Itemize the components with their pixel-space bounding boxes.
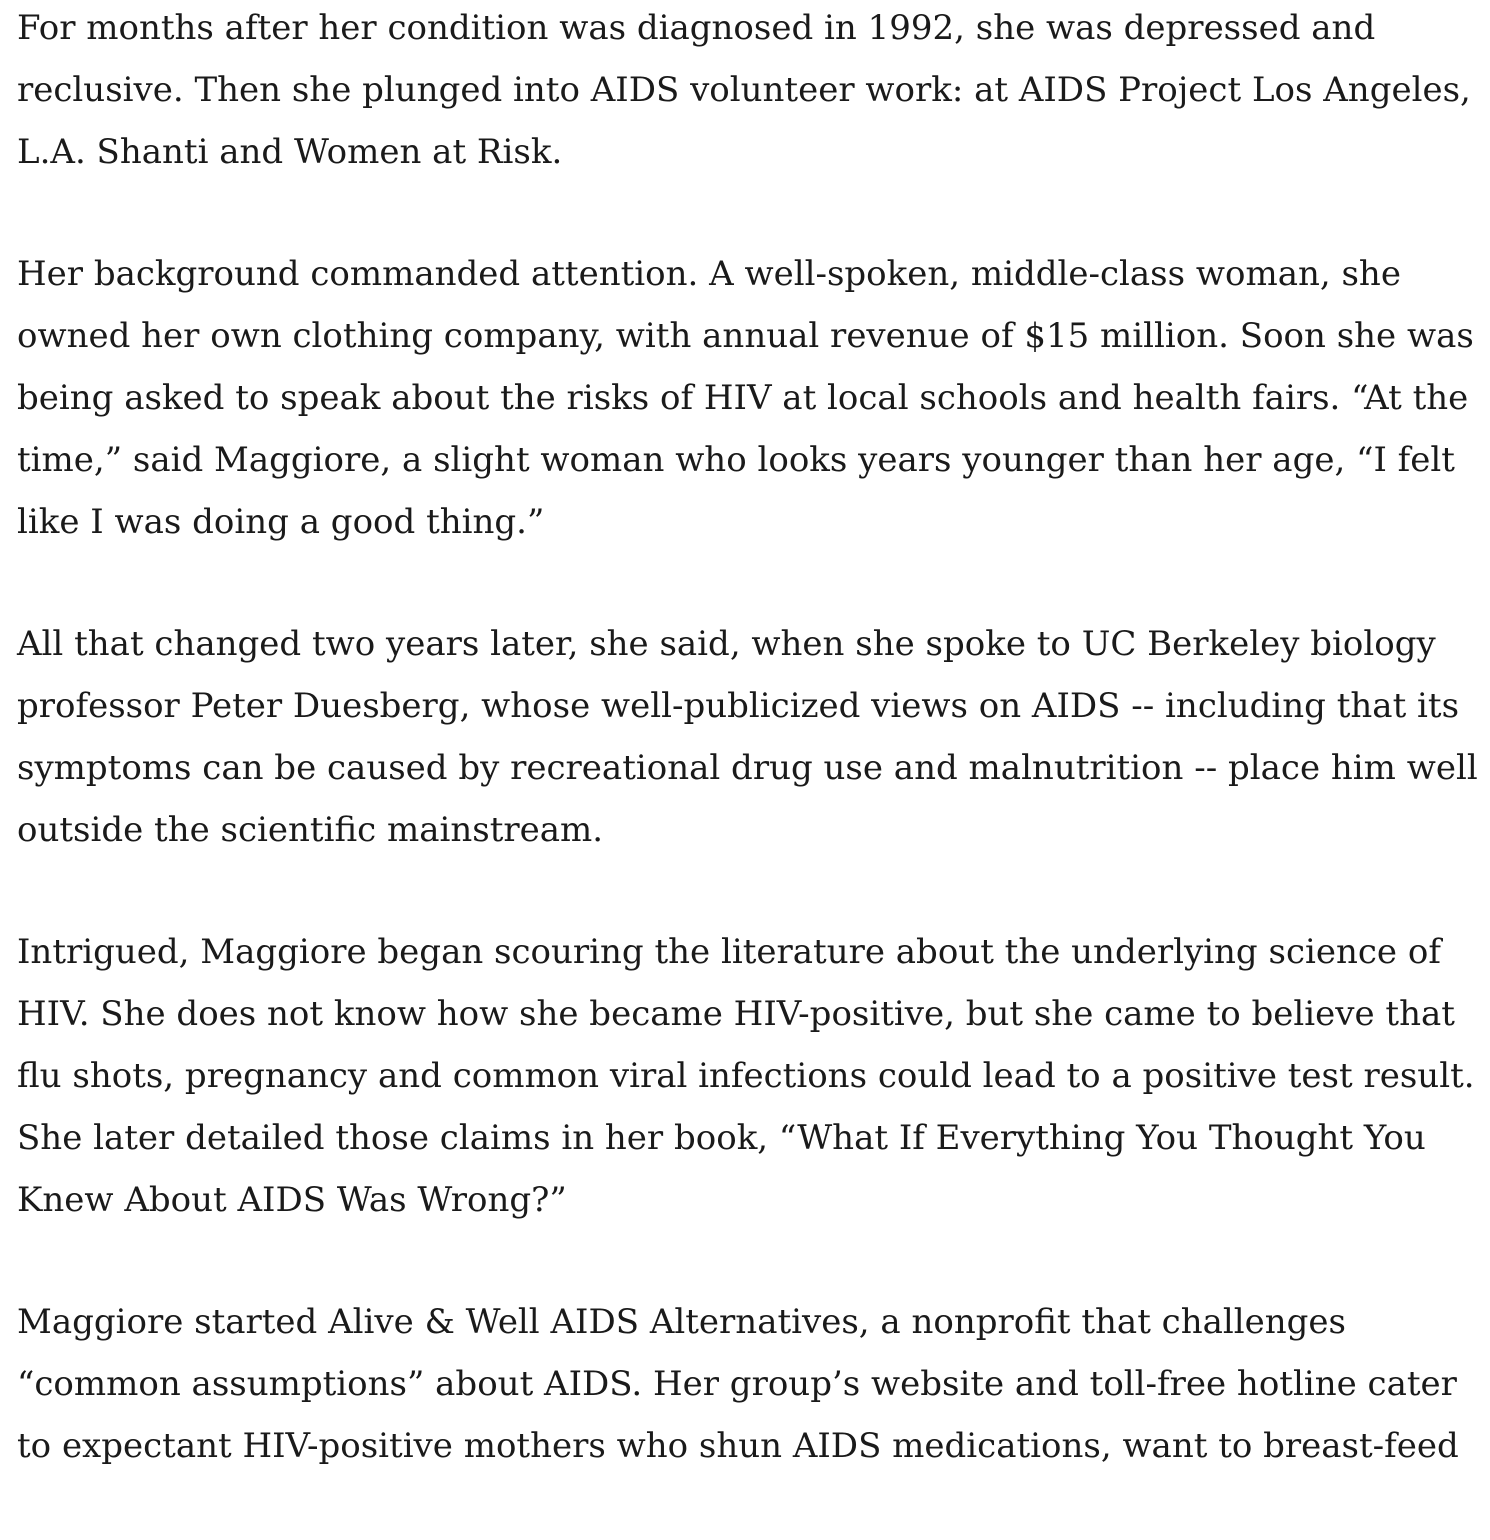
text-line: For months after her condition was diagnosed in 1992, she was depressed and [17, 8, 1376, 48]
paragraph-3 [17, 616, 1478, 864]
text-line: outside the scientific mainstream. [17, 810, 604, 850]
paragraph-4 [17, 924, 1475, 1234]
text-line: professor Peter Duesberg, whose well-publicized views on AIDS -- including that its [17, 686, 1460, 726]
text-line: All that changed two years later, she said, when she spoke to UC Berkeley biology [17, 624, 1436, 664]
text-line: time,” said Maggiore, a slight woman who looks years younger than her age, “I felt [17, 440, 1455, 480]
text-line: flu shots, pregnancy and common viral infections could lead to a positive test result. [17, 1056, 1475, 1096]
paragraph-1 [17, 0, 1471, 186]
text-line: Intrigued, Maggiore began scouring the literature about the underlying science of [17, 932, 1441, 972]
text-line: Knew About AIDS Was Wrong?” [17, 1180, 567, 1220]
text-line: reclusive. Then she plunged into AIDS volunteer work: at AIDS Project Los Angeles, [17, 70, 1471, 110]
text-line: “common assumptions” about AIDS. Her group’s website and toll-free hotline cater [17, 1364, 1457, 1404]
text-line: being asked to speak about the risks of HIV at local schools and health fairs. “At the [17, 378, 1469, 418]
text-line: HIV. She does not know how she became HIV-positive, but she came to believe that [17, 994, 1455, 1034]
text-line: to expectant HIV-positive mothers who shun AIDS medications, want to breast-feed [17, 1426, 1459, 1466]
text-line: L.A. Shanti and Women at Risk. [17, 132, 563, 172]
text-line: like I was doing a good thing.” [17, 502, 545, 542]
text-line: Her background commanded attention. A well-spoken, middle-class woman, she [17, 254, 1401, 294]
text-line: symptoms can be caused by recreational drug use and malnutrition -- place him well [17, 748, 1478, 788]
paragraph-2 [17, 246, 1474, 556]
article-body [17, 0, 1478, 1540]
text-line: owned her own clothing company, with annual revenue of $15 million. Soon she was [17, 316, 1474, 356]
text-line: She later detailed those claims in her book, “What If Everything You Thought You [17, 1118, 1426, 1158]
paragraph-5 [17, 1294, 1459, 1480]
text-line: Maggiore started Alive & Well AIDS Alternatives, a nonprofit that challenges [17, 1302, 1346, 1342]
